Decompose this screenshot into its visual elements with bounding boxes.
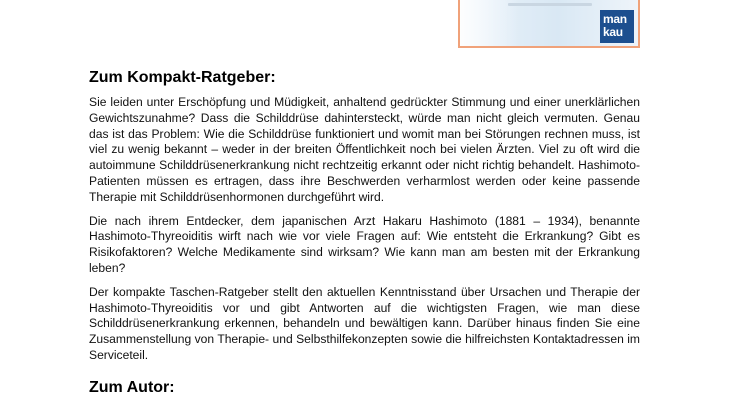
paragraph-summary: Der kompakte Taschen-Ratgeber stellt den aktuellen Kenntnisstand über Ursachen und Therapie der Hashimoto-Thyreoiditis vor und gibt Antworten auf die wichtigsten Fragen, wie man diese Schilddrüsenerkrankung erkennen, behandeln und bewältigen kann. Darüber hinaus finden Sie eine Zusammenstellung von Therapie- und Selbsthilfekonzepten sowie die hilfreichsten Kontaktadressen im Serviceteil.: [89, 284, 640, 362]
book-cover-thumbnail: [458, 0, 640, 48]
autor-heading: Zum Autor:: [89, 378, 175, 396]
cover-decoration-line: [508, 3, 592, 6]
publisher-logo: man kau: [600, 10, 634, 43]
cover-highlight: [460, 0, 520, 48]
document-body: [89, 68, 640, 402]
ratgeber-heading: Zum Kompakt-Ratgeber:: [89, 69, 276, 86]
paragraph-history: Die nach ihrem Entdecker, dem japanischen Arzt Hakaru Hashimoto (1881 – 1934), benannte Hashimoto-Thyreoiditis wirft nach wie vor viele Fragen auf: Wie entsteht die Erkrankung? Gibt es Risikofaktoren? Welche Medikamente sind wirksam? Wie kann man am besten mit der Erkrankung leben?: [89, 213, 640, 275]
paragraph-intro: Sie leiden unter Erschöpfung und Müdigkeit, anhaltend gedrückter Stimmung und einer unerklärlichen Gewichtszunahme? Dass die Schilddrüse dahintersteckt, würde man nicht gleich vermuten. Genau das ist das Problem: Wie die Schilddrüse funktioniert und womit man bei Störungen rechnen muss, ist viel zu wenig bekannt – weder in der breiten Öffentlichkeit noch bei vielen Ärzten. Viel zu oft wird die autoimmune Schilddrüsenerkrankung nicht rechtzeitig erkannt oder nicht richtig behandelt. Hashimoto-Patienten müssen es ertragen, dass ihre Beschwerden verharmlost werden oder keine passende Therapie mit Schilddrüsenhormonen durchgeführt wird.: [89, 95, 640, 204]
